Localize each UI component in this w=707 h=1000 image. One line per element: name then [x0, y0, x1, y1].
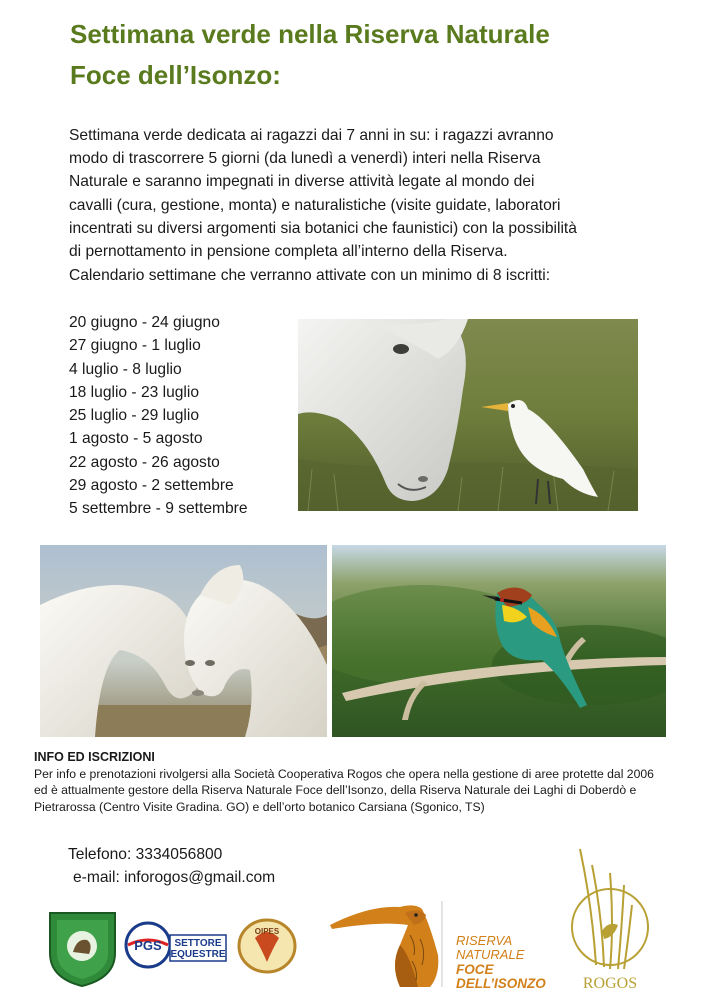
- page-title: [70, 14, 690, 96]
- email-address: e-mail: inforogos@gmail.com: [73, 869, 276, 886]
- horse-egret-photo: [298, 319, 638, 511]
- pgs-text: PGS: [134, 938, 162, 953]
- dates-list: [69, 311, 248, 521]
- riserva-text: RISERVA: [456, 933, 513, 948]
- intro-line: Naturale e saranno impegnati in diverse attività legate al mondo dei: [69, 173, 535, 191]
- foce-text: FOCE: [456, 962, 494, 977]
- title-line-2: Foce dell’Isonzo:: [70, 60, 281, 90]
- riserva-naturale-logo: [330, 895, 560, 990]
- date-range: 18 luglio - 23 luglio: [69, 383, 200, 401]
- info-heading: INFO ED ISCRIZIONI: [34, 750, 155, 764]
- naturale-text: NATURALE: [456, 947, 525, 962]
- intro-line: modo di trascorrere 5 giorni (da lunedì a venerdì) interi nella Riserva: [69, 150, 541, 168]
- oipes-logo: [237, 918, 297, 974]
- date-range: 4 luglio - 8 luglio: [69, 360, 182, 378]
- info-paragraph: Per info e prenotazioni rivolgersi alla Società Cooperativa Rogos che opera nella gestione di aree protette dal 2006 ed è attualmente gestore della Riserva Naturale Foce dell’Isonzo, della Riserva Naturale dei Laghi di Doberdò e Pietrarossa (Centro Visite Gradina. GO) e dell’orto botanico Carsiana (Sgonico, TS): [34, 767, 654, 814]
- date-range: 29 agosto - 2 settembre: [69, 477, 234, 495]
- oipes-text: OIPES: [254, 927, 280, 936]
- intro-line: Settimana verde dedicata ai ragazzi dai 7 anni in su: i ragazzi avranno: [69, 127, 554, 144]
- date-range: 20 giugno - 24 giugno: [69, 314, 220, 331]
- equestre-text: EQUESTRE: [170, 949, 226, 960]
- intro-paragraph: [69, 124, 641, 263]
- settore-text: SETTORE: [174, 938, 222, 949]
- date-range: 25 luglio - 29 luglio: [69, 407, 200, 425]
- date-range: 22 agosto - 26 agosto: [69, 453, 220, 471]
- date-range: 5 settembre - 9 settembre: [69, 500, 248, 518]
- two-horses-photo: [40, 545, 327, 737]
- rogos-logo: [562, 845, 662, 993]
- intro-line: di pernottamento in pensione completa all’interno della Riserva.: [69, 243, 508, 261]
- pgs-settore-equestre-logo: [124, 921, 228, 969]
- dell-isonzo-text: DELL’ISONZO: [456, 976, 546, 990]
- intro-line: incentrati su diversi argomenti sia botanici che faunistici) con la possibilità: [69, 219, 577, 237]
- bee-eater-photo: [332, 545, 666, 737]
- phone-number: Telefono: 3334056800: [68, 846, 223, 863]
- calendar-intro: Calendario settimane che verranno attivate con un minimo di 8 iscritti:: [69, 267, 551, 284]
- date-range: 1 agosto - 5 agosto: [69, 430, 203, 448]
- rogos-text: ROGOS: [582, 975, 638, 992]
- intro-line: cavalli (cura, gestione, monta) e naturalistiche (visite guidate, laboratori: [69, 196, 561, 214]
- title-line-1: Settimana verde nella Riserva Naturale: [70, 19, 550, 49]
- date-range: 27 giugno - 1 luglio: [69, 337, 201, 355]
- guide-equestri-logo: [45, 908, 120, 988]
